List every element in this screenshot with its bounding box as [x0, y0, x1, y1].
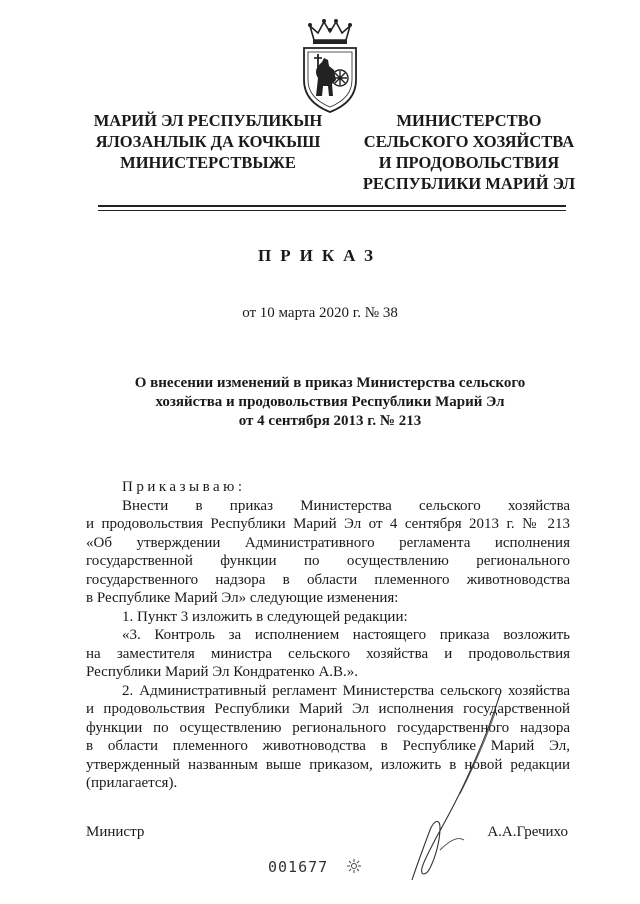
body-line-8: «3. Контроль за исполнением настоящего приказа возложить	[122, 627, 570, 643]
header-left-line-3: МИНИСТЕРСТВЫЖЕ	[120, 153, 296, 172]
coat-of-arms-emblem	[296, 18, 364, 114]
body-line-1: Внести в приказ Министерства сельского хозяйства	[122, 497, 570, 514]
body-line-2: и продовольствия Республики Марий Эл от 4 сентября 2013 г. № 213	[86, 516, 570, 532]
order-word: Приказываю:	[122, 479, 246, 495]
header-right-line-3: И ПРОДОВОЛЬСТВИЯ	[378, 153, 560, 172]
body-line-11: 2. Административный регламент Министерства сельского хозяйства	[122, 682, 570, 699]
header-left-block	[88, 110, 328, 173]
header-right-block	[362, 110, 576, 194]
document-date-number: от 10 марта 2020 г. № 38	[242, 305, 398, 321]
header-right-line-4: РЕСПУБЛИКИ МАРИЙ ЭЛ	[362, 174, 576, 193]
ornament-icon	[346, 858, 362, 874]
body-line-13: функции по осуществлению регионального государственного надзора	[86, 719, 570, 736]
coat-of-arms-icon	[296, 18, 364, 114]
body-line-16: (прилагается).	[86, 775, 178, 791]
header-divider-thin	[98, 210, 566, 211]
subject-line-1: О внесении изменений в приказ Министерства сельского	[134, 375, 526, 391]
document-type-title: ПРИКАЗ	[258, 246, 382, 265]
header-right-line-1: МИНИСТЕРСТВО	[396, 111, 542, 130]
body-line-4: государственной функции по осуществлению регионального	[86, 553, 570, 569]
header-right-line-2: СЕЛЬСКОГО ХОЗЯЙСТВА	[363, 132, 575, 151]
body-line-15: утвержденный названным выше приказом, изложить в новой редакции	[86, 756, 570, 773]
body-line-14: в области племенного животноводства в Республике Марий Эл,	[86, 738, 570, 754]
header-left-line-1: МАРИЙ ЭЛ РЕСПУБЛИКЫН	[93, 111, 323, 130]
body-line-12: и продовольствия Республики Марий Эл исполнения государственной	[86, 701, 570, 717]
body-line-6: в Республике Марий Эл» следующие изменения:	[86, 590, 399, 606]
document-body	[86, 478, 570, 793]
body-line-10: Республики Марий Эл Кондратенко А.В.».	[86, 664, 359, 680]
body-line-7: 1. Пункт 3 изложить в следующей редакции:	[122, 608, 408, 625]
header-divider-thick	[98, 205, 566, 207]
document-subject	[100, 374, 560, 431]
subject-line-3: от 4 сентября 2013 г. № 213	[238, 413, 422, 429]
serial-number: 001677	[268, 858, 329, 876]
subject-line-2: хозяйства и продовольствия Республики Марий Эл	[155, 394, 505, 410]
body-line-5: государственного надзора в области племенного животноводства	[86, 571, 570, 588]
signer-position: Министр	[86, 824, 145, 840]
body-line-3: «Об утверждении Административного регламента исполнения	[86, 534, 570, 551]
header-left-line-2: ЯЛОЗАНЛЫК ДА КОЧКЫШ	[95, 132, 321, 151]
signer-name: А.А.Гречихо	[487, 824, 568, 840]
body-line-9: на заместителя министра сельского хозяйства и продовольствия	[86, 645, 570, 662]
